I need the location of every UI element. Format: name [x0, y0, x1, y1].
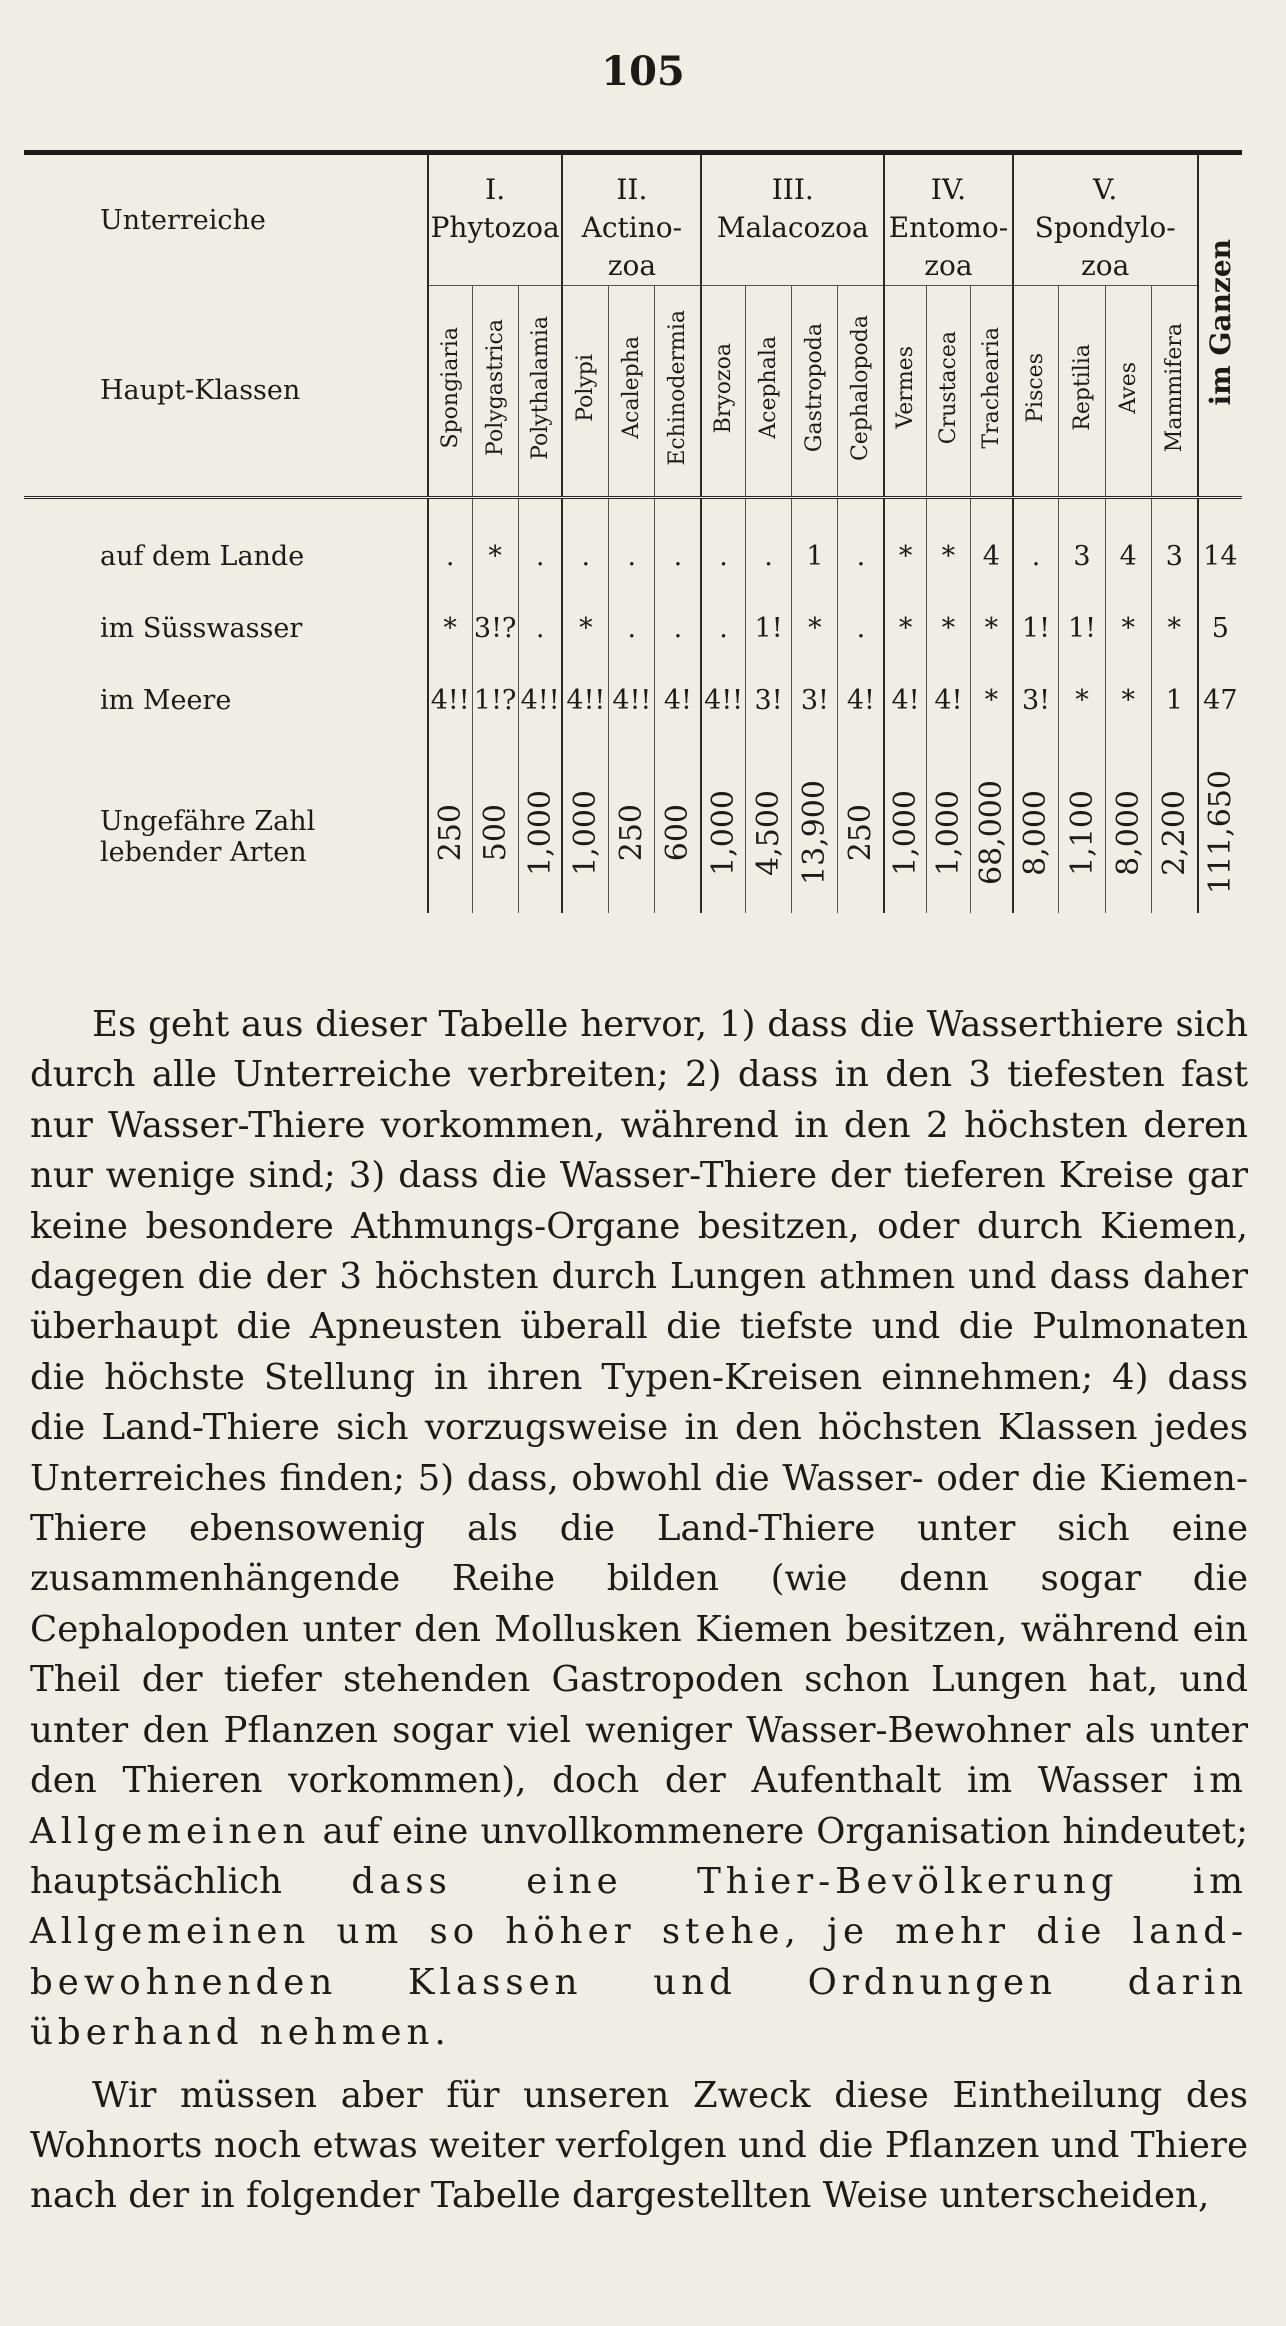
header-unterreiche — [24, 153, 428, 286]
group-name: Spondylo-zoa — [1034, 211, 1176, 282]
table-cell: 3 — [1151, 521, 1197, 593]
species-count-cell — [792, 761, 838, 913]
total-cell: 5 — [1198, 593, 1242, 665]
table-cell: 4! — [884, 665, 926, 737]
species-total-cell — [1198, 761, 1242, 913]
separator-cell — [838, 497, 884, 521]
separator-cell — [926, 497, 970, 521]
class-header — [971, 286, 1013, 498]
species-count-cell — [609, 761, 655, 913]
table-cell: 1! — [1013, 593, 1059, 665]
species-count: 1,000 — [522, 789, 558, 876]
class-header — [472, 286, 518, 498]
table-cell: 1! — [1059, 593, 1105, 665]
species-count-cell — [1105, 761, 1151, 913]
table-cell: 4!! — [701, 665, 745, 737]
species-count-cell — [562, 761, 608, 913]
class-header — [884, 286, 926, 498]
species-count: 2,200 — [1156, 789, 1192, 876]
species-count-cell — [701, 761, 745, 913]
table-cell: 3! — [1013, 665, 1059, 737]
table-cell: 4! — [655, 665, 701, 737]
table-cell: 4!! — [518, 665, 562, 737]
table-cell: . — [518, 521, 562, 593]
table-cell: * — [562, 593, 608, 665]
table-cell: 4! — [838, 665, 884, 737]
group-numeral: V. — [1093, 173, 1118, 206]
species-count: 500 — [477, 803, 513, 862]
spacer-cell — [518, 737, 562, 761]
class-name: Polygastrica — [482, 319, 508, 457]
spacer-cell — [1059, 737, 1105, 761]
species-count: 1,100 — [1064, 789, 1100, 876]
group-name: Actino-zoa — [581, 211, 683, 282]
spacer-cell — [792, 737, 838, 761]
group-numeral: I. — [485, 173, 506, 206]
species-count-cell — [1013, 761, 1059, 913]
table-cell: 3! — [745, 665, 791, 737]
separator-cell — [1198, 497, 1242, 521]
paragraph-1 — [30, 1000, 1248, 2059]
class-header — [926, 286, 970, 498]
class-header — [1151, 286, 1197, 498]
class-name: Polythalamia — [527, 315, 553, 460]
class-header — [1105, 286, 1151, 498]
class-name: Mammifera — [1161, 323, 1187, 453]
species-count: 8,000 — [1018, 789, 1054, 876]
group-header — [1013, 153, 1198, 286]
table-cell: . — [838, 593, 884, 665]
separator-cell — [1151, 497, 1197, 521]
class-name: Reptilia — [1069, 344, 1095, 432]
table-cell: * — [1105, 665, 1151, 737]
separator-cell — [428, 497, 472, 521]
table-cell: . — [609, 593, 655, 665]
spacer-cell — [1151, 737, 1197, 761]
class-header — [792, 286, 838, 498]
spacer-cell — [562, 737, 608, 761]
total-cell: 47 — [1198, 665, 1242, 737]
spacer-cell — [971, 737, 1013, 761]
paragraph-2: Wir müssen aber für unseren Zweck diese Eintheilung des Wohnorts noch etwas weiter verfolgen und die Pflanzen und Thiere nach der in folgender Tabelle dargestellten Weise unterscheiden, — [30, 2074, 1248, 2217]
table-cell: 4! — [926, 665, 970, 737]
separator-cell — [655, 497, 701, 521]
class-name: Pisces — [1023, 352, 1049, 423]
table-cell: * — [926, 521, 970, 593]
separator-cell — [745, 497, 791, 521]
species-count: 4,500 — [751, 789, 787, 876]
class-header — [701, 286, 745, 498]
species-count-cell — [1151, 761, 1197, 913]
species-count-cell — [838, 761, 884, 913]
table-cell: 4!! — [562, 665, 608, 737]
group-name: Entomo-zoa — [888, 211, 1009, 282]
class-name: Echinodermia — [665, 309, 691, 466]
table-cell: . — [838, 521, 884, 593]
class-header — [1013, 286, 1059, 498]
paragraph-1-part-c: auf eine unvollkommenere Organisation hindeutet; hauptsächlich — [30, 1810, 1248, 1902]
species-count: 250 — [432, 803, 468, 862]
group-header — [562, 153, 701, 286]
class-header — [745, 286, 791, 498]
species-count: 1,000 — [930, 789, 966, 876]
species-count: 1,000 — [568, 789, 604, 876]
table-cell: 4 — [1105, 521, 1151, 593]
group-header — [884, 153, 1012, 286]
table-cell: . — [701, 593, 745, 665]
species-count-cell — [655, 761, 701, 913]
separator-cell — [1105, 497, 1151, 521]
species-count: 600 — [660, 803, 696, 862]
species-count: 250 — [614, 803, 650, 862]
table-cell: . — [518, 593, 562, 665]
spacer-cell — [701, 737, 745, 761]
table-cell: 1 — [1151, 665, 1197, 737]
table-cell: . — [1013, 521, 1059, 593]
table-cell: * — [472, 521, 518, 593]
species-count: 1,000 — [888, 789, 924, 876]
spacer-cell — [1013, 737, 1059, 761]
table-cell: * — [884, 521, 926, 593]
table-cell: 1!? — [472, 665, 518, 737]
class-header — [1059, 286, 1105, 498]
group-header — [701, 153, 884, 286]
header-separator — [24, 497, 428, 521]
separator-cell — [701, 497, 745, 521]
row-label: im Süsswasser — [100, 613, 303, 644]
group-name: Malacozoa — [716, 211, 869, 244]
count-label-line-1: Ungefähre Zahl — [100, 805, 316, 837]
group-name: Phytozoa — [430, 211, 560, 244]
total-column-label: im Ganzen — [1203, 238, 1237, 405]
separator-cell — [792, 497, 838, 521]
class-name: Aves — [1115, 361, 1141, 414]
header-haupt-klassen — [24, 286, 428, 498]
table-cell: 1 — [792, 521, 838, 593]
group-numeral: IV. — [930, 173, 967, 206]
spacer-cell — [838, 737, 884, 761]
class-header — [655, 286, 701, 498]
species-count-cell — [472, 761, 518, 913]
spacer-cell — [745, 737, 791, 761]
table-cell: 4!! — [428, 665, 472, 737]
table-cell: * — [428, 593, 472, 665]
class-name: Bryozoa — [711, 342, 737, 433]
group-numeral: II. — [616, 173, 648, 206]
header-unterreiche-label: Unterreiche — [100, 204, 266, 236]
table-cell: 4!! — [609, 665, 655, 737]
header-haupt-klassen-label: Haupt-Klassen — [100, 375, 301, 406]
species-count-cell — [971, 761, 1013, 913]
spacer-cell — [472, 737, 518, 761]
table-cell: 3 — [1059, 521, 1105, 593]
class-name: Crustacea — [935, 331, 961, 445]
species-count-cell — [745, 761, 791, 913]
species-count: 8,000 — [1110, 789, 1146, 876]
table-cell: * — [926, 593, 970, 665]
table-cell: 4 — [971, 521, 1013, 593]
total-cell: 14 — [1198, 521, 1242, 593]
row-label: auf dem Lande — [100, 541, 305, 572]
table-cell: * — [1105, 593, 1151, 665]
separator-cell — [472, 497, 518, 521]
separator-cell — [971, 497, 1013, 521]
table-cell: . — [655, 521, 701, 593]
table-cell: 3!? — [472, 593, 518, 665]
spacer-cell — [884, 737, 926, 761]
species-count: 13,900 — [797, 780, 833, 885]
table-cell: . — [655, 593, 701, 665]
species-count-cell — [518, 761, 562, 913]
class-name: Acalepha — [619, 336, 645, 440]
table-cell: . — [701, 521, 745, 593]
species-count-cell — [926, 761, 970, 913]
table-cell: 3! — [792, 665, 838, 737]
separator-cell — [1059, 497, 1105, 521]
spacer-cell — [1105, 737, 1151, 761]
class-name: Spongiaria — [437, 327, 463, 449]
table-cell: * — [884, 593, 926, 665]
class-header — [428, 286, 472, 498]
species-total: 111,650 — [1202, 770, 1238, 895]
class-name: Acephala — [756, 336, 782, 440]
table-cell: . — [562, 521, 608, 593]
class-header — [609, 286, 655, 498]
species-count-cell — [428, 761, 472, 913]
class-header — [838, 286, 884, 498]
species-count: 1,000 — [706, 789, 742, 876]
spacer-cell — [1198, 737, 1242, 761]
table-cell: * — [1151, 593, 1197, 665]
spacer-cell — [655, 737, 701, 761]
separator-cell — [1013, 497, 1059, 521]
table-cell: * — [1059, 665, 1105, 737]
table-cell: . — [428, 521, 472, 593]
count-label-line-2: lebender Arten — [100, 836, 307, 868]
body-text — [30, 1000, 1248, 2222]
spacer-cell — [428, 737, 472, 761]
paragraph-1-emphasis-b: dass eine Thier-Bevölkerung im Allgemeinen um so höher stehe, je mehr die land-bewohnenden Klassen und Ordnungen darin überhand nehmen. — [30, 1860, 1248, 2054]
species-count: 68,000 — [973, 780, 1009, 885]
paragraph-1-part-a: Es geht aus dieser Tabelle hervor, 1) dass die Wasserthiere sich durch alle Unterreiche verbreiten; 2) dass in den 3 tiefesten fast nur Wasser-Thiere vorkommen, während in den 2 höchsten deren nur wenige sind; 3) dass die Wasser-Thiere der tieferen Kreise gar keine besondere Athmungs-Organe besitzen, oder durch Kiemen, dagegen die der 3 höchsten durch Lungen athmen und dass daher überhaupt die Apneusten überall die tiefste und die Pulmonaten die höchste Stellung in ihren Typen-Kreisen einnehmen; 4) dass die Land-Thiere sich vorzugsweise in den höchsten Klassen jedes Unterreiches finden; 5) dass, obwohl die Wasser- oder die Kiemen-Thiere ebensowenig als die Land-Thiere unter sich eine zusammenhängende Reihe bilden (wie denn sogar die Cephalopoden unter den Mollusken Kiemen besitzen, während ein Theil der tiefer stehenden Gastropoden schon Lungen hat, und unter den Pflanzen sogar viel weniger Wasser-Bewohner als unter den Thieren vorkommen), doch der Aufenthalt im Wasser — [30, 1004, 1248, 1802]
species-count-cell — [1059, 761, 1105, 913]
table-cell: . — [609, 521, 655, 593]
count-row-label — [24, 761, 428, 913]
class-name: Gastropoda — [802, 323, 828, 453]
row-label: im Meere — [100, 685, 232, 716]
class-name: Vermes — [893, 346, 919, 430]
class-header — [562, 286, 608, 498]
table-cell: . — [745, 521, 791, 593]
page-number: 105 — [601, 48, 685, 95]
species-count-cell — [884, 761, 926, 913]
species-count: 250 — [843, 803, 879, 862]
class-name: Polypi — [573, 353, 599, 422]
spacer-cell — [926, 737, 970, 761]
class-name: Trachearia — [978, 326, 1004, 449]
group-numeral: III. — [771, 173, 814, 206]
habitat-table — [24, 150, 1242, 913]
group-header — [428, 153, 563, 286]
paragraph-1-emphasis-a: im Allgemeinen — [30, 1760, 1248, 1852]
separator-cell — [609, 497, 655, 521]
separator-cell — [884, 497, 926, 521]
table-cell: 1! — [745, 593, 791, 665]
table-cell: * — [971, 665, 1013, 737]
spacer — [24, 737, 428, 761]
total-column-header — [1198, 153, 1242, 498]
separator-cell — [562, 497, 608, 521]
separator-cell — [518, 497, 562, 521]
spacer-cell — [609, 737, 655, 761]
table-cell: * — [971, 593, 1013, 665]
table-cell: * — [792, 593, 838, 665]
class-name: Cephalopoda — [848, 314, 874, 461]
class-header — [518, 286, 562, 498]
